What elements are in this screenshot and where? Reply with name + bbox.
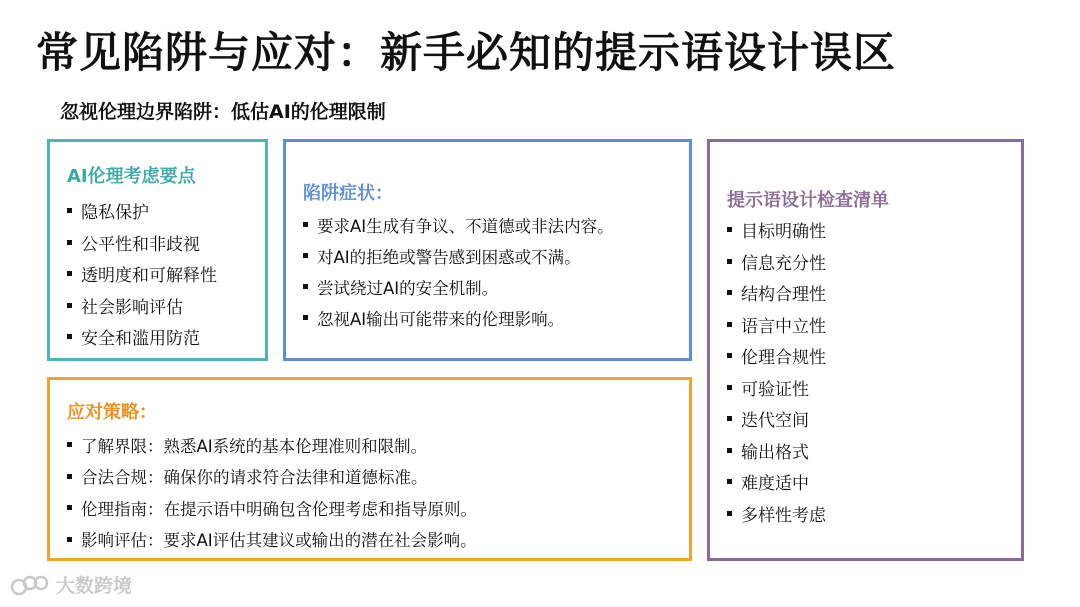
bullet-icon	[727, 322, 732, 327]
list-item	[67, 321, 217, 353]
list-item	[727, 435, 826, 467]
list-item	[727, 403, 826, 435]
bullet-icon	[67, 505, 72, 510]
bullet-icon	[67, 442, 72, 447]
list-item	[727, 277, 826, 309]
ethics-box-title: AI伦理考虑要点	[67, 166, 196, 187]
page-title: 常见陷阱与应对：新手必知的提示语设计误区	[36, 28, 897, 77]
bullet-icon	[727, 416, 732, 421]
bullet-icon	[303, 315, 308, 320]
bullet-icon	[727, 353, 732, 358]
bullet-icon	[67, 303, 72, 308]
list-item-text: 透明度和可解释性	[81, 266, 217, 287]
checklist-box-title: 提示语设计检查清单	[727, 190, 889, 211]
list-item	[67, 258, 217, 290]
list-item	[67, 227, 217, 259]
symptoms-box-title: 陷阱症状：	[303, 183, 393, 204]
page-subtitle: 忽视伦理边界陷阱：低估AI的伦理限制	[60, 101, 386, 123]
bullet-icon	[67, 271, 72, 276]
list-item-text: 输出格式	[741, 442, 809, 463]
list-item	[727, 246, 826, 278]
list-item-text: 了解界限：熟悉AI系统的基本伦理准则和限制。	[81, 436, 428, 456]
list-item	[67, 195, 217, 227]
list-item-text: 对AI的拒绝或警告感到困惑或不满。	[317, 247, 581, 267]
symptoms-list	[303, 209, 614, 333]
list-item	[303, 209, 614, 240]
list-item-text: 信息充分性	[741, 253, 826, 274]
list-item-text: 多样性考虑	[741, 505, 826, 526]
bullet-icon	[727, 259, 732, 264]
list-item	[727, 372, 826, 404]
symptoms-box	[283, 139, 692, 361]
list-item-text: 社会影响评估	[81, 297, 183, 318]
ethics-list	[67, 195, 217, 353]
list-item	[303, 271, 614, 302]
list-item	[67, 524, 477, 556]
strategy-box	[47, 377, 692, 561]
list-item-text: 可验证性	[741, 379, 809, 400]
list-item	[727, 340, 826, 372]
list-item-text: 公平性和非歧视	[81, 234, 200, 255]
list-item	[67, 492, 477, 524]
list-item	[303, 302, 614, 333]
list-item	[727, 498, 826, 530]
list-item-text: 合法合规：确保你的请求符合法律和道德标准。	[81, 468, 428, 488]
bullet-icon	[727, 385, 732, 390]
list-item	[67, 429, 477, 461]
list-item	[727, 309, 826, 341]
list-item	[727, 466, 826, 498]
bullet-icon	[727, 227, 732, 232]
bullet-icon	[303, 253, 308, 258]
list-item-text: 目标明确性	[741, 222, 826, 243]
list-item	[67, 290, 217, 322]
bullet-icon	[303, 222, 308, 227]
bullet-icon	[67, 474, 72, 479]
list-item-text: 影响评估：要求AI评估其建议或输出的潜在社会影响。	[81, 531, 477, 551]
list-item-text: 迭代空间	[741, 411, 809, 432]
bullet-icon	[67, 537, 72, 542]
bullet-icon	[727, 290, 732, 295]
checklist-box	[707, 139, 1024, 561]
strategy-list	[67, 429, 477, 555]
list-item-text: 难度适中	[741, 474, 809, 495]
list-item-text: 隐私保护	[81, 203, 149, 224]
list-item	[303, 240, 614, 271]
bullet-icon	[727, 448, 732, 453]
bullet-icon	[303, 284, 308, 289]
bullet-icon	[67, 208, 72, 213]
list-item-text: 伦理合规性	[741, 348, 826, 369]
bullet-icon	[727, 479, 732, 484]
ethics-considerations-box	[47, 139, 268, 361]
list-item-text: 安全和滥用防范	[81, 329, 200, 350]
chain-link-logo-icon	[10, 572, 50, 598]
bullet-icon	[727, 511, 732, 516]
list-item-text: 语言中立性	[741, 316, 826, 337]
watermark	[10, 571, 132, 598]
list-item-text: 结构合理性	[741, 285, 826, 306]
list-item-text: 忽视AI输出可能带来的伦理影响。	[317, 309, 565, 329]
bullet-icon	[67, 240, 72, 245]
list-item	[67, 461, 477, 493]
list-item-text: 尝试绕过AI的安全机制。	[317, 278, 499, 298]
bullet-icon	[67, 334, 72, 339]
list-item	[727, 214, 826, 246]
list-item-text: 要求AI生成有争议、不道德或非法内容。	[317, 216, 614, 236]
checklist-list	[727, 214, 826, 529]
watermark-text: 大数跨境	[56, 575, 133, 597]
list-item-text: 伦理指南：在提示语中明确包含伦理考虑和指导原则。	[81, 499, 477, 519]
strategy-box-title: 应对策略：	[67, 402, 157, 423]
